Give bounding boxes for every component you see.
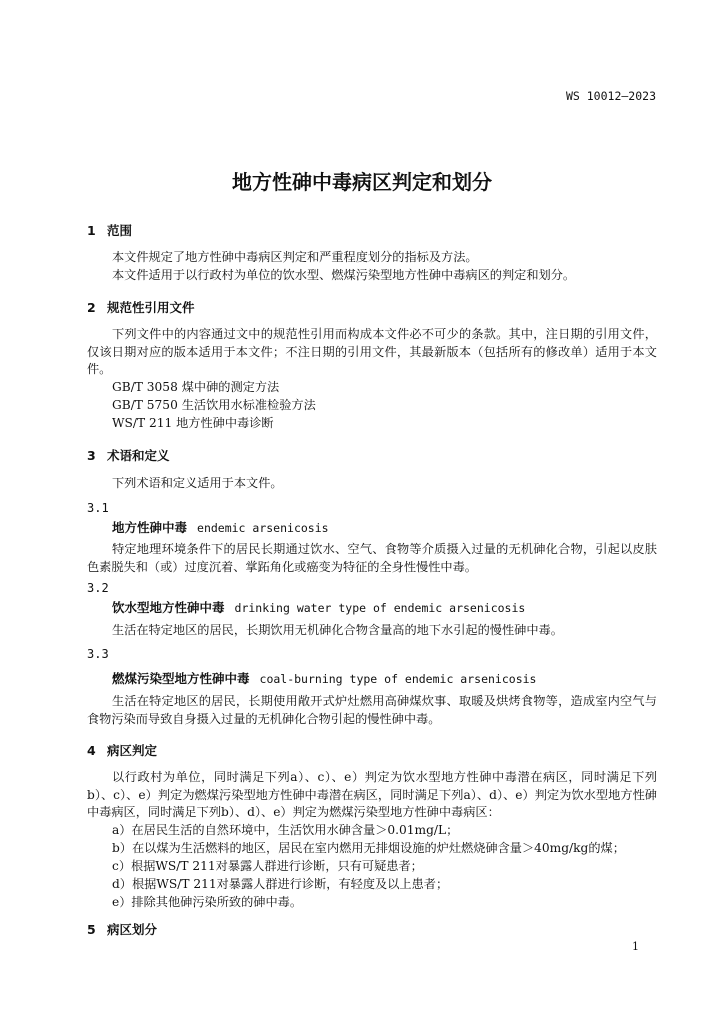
term-chinese: 饮水型地方性砷中毒 bbox=[112, 600, 225, 615]
section-5-heading bbox=[87, 920, 157, 938]
term-chinese: 燃煤污染型地方性砷中毒 bbox=[112, 671, 250, 686]
term-chinese: 地方性砷中毒 bbox=[112, 520, 188, 535]
term-3-2 bbox=[112, 598, 525, 616]
term-3-1 bbox=[112, 518, 329, 536]
term-3-1-definition: 特定地理环境条件下的居民长期通过饮水、空气、食物等介质摄入过量的无机砷化合物，引起以皮肤色素脱失和（或）过度沉着、掌跖角化或癌变为特征的全身性慢性中毒。 bbox=[87, 542, 657, 574]
section-2-intro: 下列文件中的内容通过文中的规范性引用而构成本文件必不可少的条款。其中，注日期的引用文件，仅该日期对应的版本适用于本文件；不注日期的引用文件，其最新版本（包括所有的修改单）适用于本文件。 bbox=[87, 327, 657, 376]
term-english: drinking water type of endemic arsenicosis bbox=[234, 601, 526, 615]
section-4-heading bbox=[87, 741, 157, 759]
criterion-item: a）在居民生活的自然环境中，生活饮用水砷含量＞0.01mg/L； bbox=[112, 823, 459, 837]
section-1-paragraph-1: 本文件规定了地方性砷中毒病区判定和严重程度划分的指标及方法。 bbox=[112, 250, 478, 264]
term-3-3 bbox=[112, 669, 536, 687]
section-1-heading bbox=[87, 221, 132, 239]
page-number: 1 bbox=[632, 940, 639, 953]
criterion-item: d）根据WS/T 211对暴露人群进行诊断，有轻度及以上患者； bbox=[112, 877, 449, 891]
section-title: 病区划分 bbox=[107, 922, 158, 937]
reference-item: WS/T 211 地方性砷中毒诊断 bbox=[112, 416, 274, 430]
term-english: coal-burning type of endemic arsenicosis bbox=[259, 672, 537, 686]
section-number: 5 bbox=[87, 922, 96, 937]
clause-3-1-number: 3.1 bbox=[87, 501, 109, 515]
reference-item: GB/T 5750 生活饮用水标准检验方法 bbox=[112, 398, 316, 412]
reference-item: GB/T 3058 煤中砷的测定方法 bbox=[112, 380, 280, 394]
criterion-item: c）根据WS/T 211对暴露人群进行诊断，只有可疑患者； bbox=[112, 859, 423, 873]
section-title: 术语和定义 bbox=[107, 448, 170, 463]
document-title: 地方性砷中毒病区判定和划分 bbox=[232, 170, 492, 194]
section-number: 1 bbox=[87, 223, 96, 238]
section-number: 3 bbox=[87, 448, 96, 463]
standard-code: WS 10012—2023 bbox=[565, 89, 656, 103]
section-3-intro: 下列术语和定义适用于本文件。 bbox=[112, 476, 283, 490]
section-title: 病区判定 bbox=[107, 743, 158, 758]
clause-3-3-number: 3.3 bbox=[87, 647, 109, 661]
section-4-intro: 以行政村为单位，同时满足下列a）、c）、e）判定为饮水型地方性砷中毒潜在病区，同时满足下列b）、c）、e）判定为燃煤污染型地方性砷中毒潜在病区，同时满足下列a）、d）、e）判定为饮水型地方性砷中毒病区，同时满足下列b）、d）、e）判定为燃煤污染型地方性砷中毒病区： bbox=[87, 770, 657, 819]
section-title: 范围 bbox=[107, 223, 133, 238]
term-english: endemic arsenicosis bbox=[197, 521, 329, 535]
section-number: 2 bbox=[87, 300, 96, 315]
section-1-paragraph-2: 本文件适用于以行政村为单位的饮水型、燃煤污染型地方性砷中毒病区的判定和划分。 bbox=[112, 268, 576, 282]
section-number: 4 bbox=[87, 743, 96, 758]
section-2-heading bbox=[87, 298, 195, 316]
criterion-item: b）在以煤为生活燃料的地区，居民在室内燃用无排烟设施的炉灶燃烧砷含量＞40mg/kg的煤； bbox=[112, 841, 625, 855]
section-title: 规范性引用文件 bbox=[107, 300, 195, 315]
term-3-3-definition: 生活在特定地区的居民，长期使用敞开式炉灶燃用高砷煤炊事、取暖及烘烤食物等，造成室内空气与食物污染而导致自身摄入过量的无机砷化合物引起的慢性砷中毒。 bbox=[87, 694, 657, 726]
section-3-heading bbox=[87, 446, 170, 464]
term-3-2-definition: 生活在特定地区的居民，长期饮用无机砷化合物含量高的地下水引起的慢性砷中毒。 bbox=[112, 623, 563, 637]
clause-3-2-number: 3.2 bbox=[87, 581, 109, 595]
criterion-item: e）排除其他砷污染所致的砷中毒。 bbox=[112, 895, 303, 909]
